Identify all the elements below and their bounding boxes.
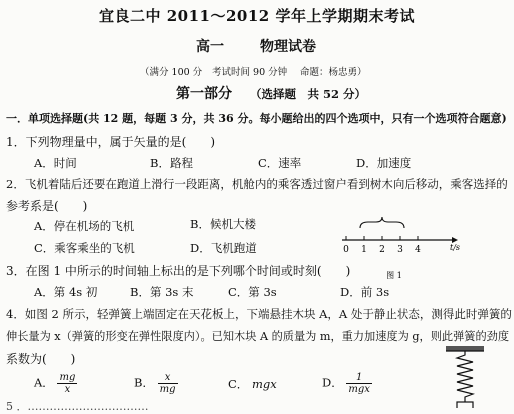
q4-b-numerator: x	[158, 372, 178, 384]
q4-option-c-label: C．	[228, 377, 249, 391]
q4-option-c	[228, 376, 277, 392]
q4-option-d	[322, 372, 372, 395]
full-score: （满分 100 分	[140, 67, 203, 78]
q4-d-denominator: mgx	[348, 384, 370, 395]
q4-a-denominator: x	[64, 384, 71, 395]
block-a	[457, 402, 473, 408]
q3-option-c: C．第 3s	[228, 285, 277, 299]
question-3-stem: 3．在图 1 中所示的时间轴上标出的是下列哪个时间或时刻( )	[6, 264, 351, 278]
figure-1-time-axis	[334, 212, 470, 282]
q2-option-c: C．乘客乘坐的飞机	[34, 241, 135, 255]
q2-option-b: B．候机大楼	[190, 217, 256, 231]
q4-option-a	[34, 372, 77, 395]
question-4-stem: 4．如图 2 所示，轻弹簧上端固定在天花板上，下端悬挂木块 A，A 处于静止状态，测得此时弹簧的	[6, 307, 512, 321]
q1-option-a: A．时间	[34, 156, 77, 170]
q4-option-d-fraction	[346, 372, 372, 395]
question-2-stem: 2．飞机着陆后还要在跑道上滑行一段距离，机舱内的乘客透过窗户看到树木向后移动，乘客选择的	[6, 177, 508, 191]
section-heading: 一．单项选择题(共 12 题，每题 3 分，共 36 分。每小题给出的四个选项中，只有一个选项符合题意)	[6, 112, 507, 125]
tick-label: 3	[397, 245, 403, 255]
tick-label: 0	[343, 245, 349, 255]
q1-option-c: C．速率	[258, 156, 302, 170]
tick-label: 4	[415, 245, 421, 255]
part-title: 第一部分	[176, 86, 232, 102]
q4-option-a-label: A．	[34, 375, 54, 390]
setter: 命题：杨忠勇）	[300, 67, 367, 78]
q3-option-b: B．第 3s 末	[130, 285, 194, 299]
question-4-stem-cont: 伸长量为 x（弹簧的形变在弹性限度内）。已知木块 A 的质量为 m，重力加速度为 g，则此弹簧的劲度	[6, 330, 510, 343]
q4-option-b-fraction	[158, 372, 178, 395]
tick-label: 2	[379, 245, 385, 255]
cut-off-line: 5 ．……………………………	[6, 400, 149, 413]
q2-option-a: A．停在机场的飞机	[34, 219, 135, 233]
q4-option-b	[134, 372, 178, 395]
question-4-stem-end: 系数为( )	[6, 352, 76, 366]
subject-label: 物理试卷	[260, 39, 316, 55]
q2-option-d: D．飞机跑道	[190, 241, 257, 255]
exam-title: 宜良二中 2011～2012 学年上学期期末考试	[99, 7, 415, 25]
axis-unit: t/s	[449, 243, 460, 252]
question-2-stem-cont: 参考系是( )	[6, 199, 88, 213]
part-note: （选择题 共 52 分）	[250, 87, 367, 101]
q1-option-b: B．路程	[150, 156, 193, 170]
q3-option-a: A．第 4s 初	[34, 285, 98, 299]
figure-2-spring	[440, 344, 490, 408]
q3-option-d: D．前 3s	[340, 285, 390, 299]
q4-option-a-fraction	[57, 372, 77, 395]
q4-a-numerator: mg	[59, 372, 76, 383]
grade-label: 高一	[196, 39, 224, 55]
exam-time: 考试时间 90 分钟	[212, 67, 288, 78]
spring-coil	[457, 351, 473, 402]
tick-label: 1	[361, 245, 367, 255]
q4-option-d-label: D．	[322, 375, 343, 390]
q4-option-c-value: mgx	[251, 377, 277, 391]
brace-mark	[360, 217, 404, 228]
q1-option-d: D．加速度	[356, 156, 412, 170]
q4-b-denominator: mg	[159, 384, 176, 395]
figure-1-caption: 图 1	[386, 271, 402, 280]
q4-d-numerator: 1	[346, 372, 372, 384]
ceiling-block	[446, 346, 484, 351]
question-1-stem: 1．下列物理量中，属于矢量的是( )	[6, 135, 215, 149]
q4-option-b-label: B．	[134, 375, 154, 390]
